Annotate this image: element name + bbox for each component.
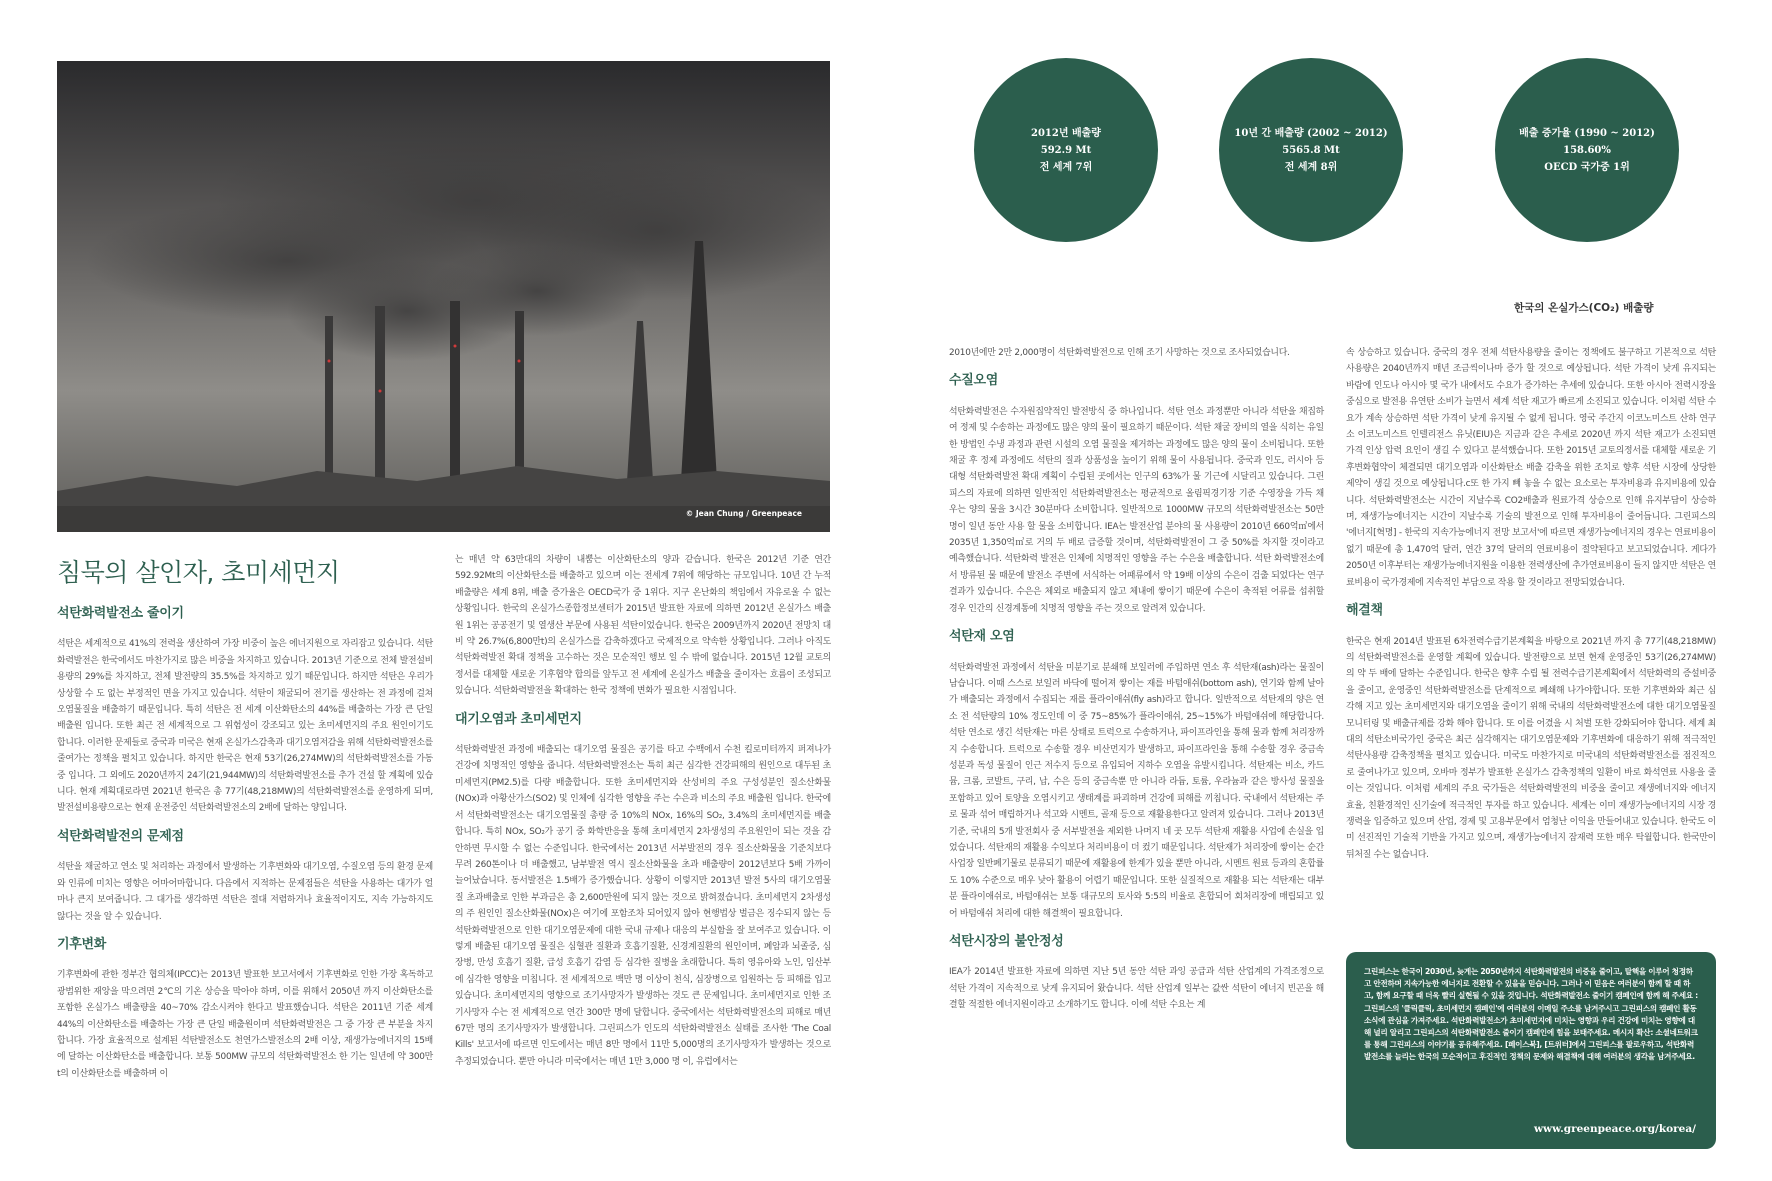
stat-circle-growth-rate <box>1495 58 1679 242</box>
stat-value: 158.60% <box>1563 144 1611 156</box>
heading-reduce-coal: 석탄화력발전소 줄이기 <box>57 606 184 621</box>
paragraph-deaths: 2010년에만 2만 2,000명이 석탄화력발전으로 인해 조기 사망하는 것으로 조사되었습니다. <box>949 348 1290 358</box>
heading-solution: 해결책 <box>1346 603 1383 619</box>
power-plant-photo <box>57 61 830 532</box>
stat-rank: 전 세계 7위 <box>1039 161 1093 173</box>
column-1 <box>57 594 433 1094</box>
greenpeace-callout-box <box>1346 952 1716 1149</box>
stat-value: 5565.8 Mt <box>1282 144 1340 156</box>
stat-label: 10년 간 배출량 (2002 ~ 2012) <box>1234 127 1388 139</box>
paragraph-air-pollution: 석탄화력발전 과정에 배출되는 대기오염 물질은 공기를 타고 수백에서 수천 킬로미터까지 퍼져나가 건강에 치명적인 영향을 줍니다. 석탄화력발전소는 특히 최근 심각한 건강피해의 원인으로 대두된 초미세먼지(PM2.5)를 다량 배출합니다. 또한 초미세먼지와 산성비의 주요 구성성분인 질소산화물(NOx)과 아황산가스(SO2) 및 인체에 심각한 영향을 주는 수은과 비소의 주요 배출원 입니다. 한국에서 석탄화력발전소는 대기오염물질 총량 중 10%의 NOx, 16%의 SO₂, 3.4%의 초미세먼지를 배출합니다. 특히 NOx, SO₂가 공기 중 화학반응을 통해 초미세먼지 2차생성의 주요원인이 되는 것을 감안하면 무시할 수 없는 수준입니다. 한국에서는 2013년 서부발전의 경우 질소산화물을 기준치보다 무려 260톤이나 더 배출했고, 남부발전 역시 질소산화물을 초과 배출량이 2012년보다 5배 가까이 늘어났습니다. 동서발전은 1.5배가 증가했습니다. 상황이 이렇지만 2013년 발전 5사의 대기오염물질 초과배출로 인한 부과금은 총 2,600만원에 되지 않는 것으로 밝혀졌습니다. 초미세먼지 2차생성의 주 원인인 질소산화물(NOx)은 여기에 포함조차 되어있지 않아 현행법상 벌금은 징수되지 않는 등 석탄화력발전으로 인한 대기오염문제에 대한 국내 규제나 대응의 부실함을 잘 보여주고 있습니다. 이렇게 배출된 대기오염 물질은 심혈관 질환과 호흡기질환, 신경계질환의 원인이며, 폐암과 뇌졸중, 심장병, 만성 호흡기 질환, 급성 호흡기 감염 등 심각한 질병을 초래합니다. 특히 영유아와 노인, 임산부에 심각한 영향을 미칩니다. 전 세계적으로 백만 명 이상이 천식, 심장병으로 입원하는 등 피해를 입고 있습니다. 초미세먼지의 영향으로 조기사망자가 발생하는 것도 큰 문제입니다. 초미세먼지로 인한 조기사망자 수는 전 세계적으로 연간 300만 명에 달합니다. 중국에서는 석탄화력발전소의 피해로 매년 67만 명의 조기사망자가 발생합니다. 그린피스가 인도의 석탄화력발전소 실태를 조사한 'The Coal Kills' 보고서에 따르면 인도에서는 매년 8만 명에서 11만 5,000명의 조기사망자가 발생하는 것으로 추정되었습니다. 뿐만 아니라 미국에서는 매년 1만 3,000 명 이, 유럽에서는 <box>455 745 831 1067</box>
column-3 <box>949 345 1324 1026</box>
callout-text: 그린피스는 한국이 2030년, 늦게는 2050년까지 석탄화력발전의 비중을 줄이고, 탈핵을 이루어 청정하고 안전하며 지속가능한 에너지로 전환할 수 있을을 믿습니다. 그러나 이 믿음은 여러분이 함께 할 때 하고, 함께 요구할 때 더욱 빨리 실현될 수 있을 것입니다. 석탄화력발전소 줄이기 캠페인에 함께 해 주세요 : 그린피스의 '클릭클릭, 초미세먼지 캠페인'에 여러분의 이메일 주소를 남겨주시고 그린피스의 캠페인 활동 소식에 관심을 가져주세요. 석탄화력발전소가 초미세먼지에 미치는 영향과 우리 건강에 미치는 영향에 대해 널리 알리고 그린피스의 석탄화력발전소 줄이기 캠페인에 힘을 보태주세요. 메시지 확산: 소셜네트워크를 통해 그린피스의 이야기를 공유해주세요. [페이스북], [트위터]에서 그린피스를 팔로우하고, 석탄화력발전소를 늘리는 한국의 모순적이고 후진적인 정책의 문제와 해결책에 대해 여러분의 생각을 남겨주세요. <box>1364 967 1698 1062</box>
power-plant-smoke-illustration <box>57 61 830 532</box>
stat-rank: 전 세계 8위 <box>1284 161 1338 173</box>
greenpeace-url-link[interactable]: www.greenpeace.org/korea/ <box>1534 1123 1696 1135</box>
photo-credit: © Jean Chung / Greenpeace <box>685 509 802 518</box>
paragraph-coal-market: IEA가 2014년 발표한 자료에 의하면 지난 5년 동안 석탄 과잉 공급과 석탄 산업계의 가격조정으로 석탄 가격이 지속적으로 낮게 유지되어 왔습니다. 석탄 산업계 일부는 값싼 석탄이 에너지 빈곤을 해결할 적절한 에너지원이라고 소개하기도 합니다. 이에 석탄 수요는 계 <box>949 967 1324 1011</box>
paragraph-water-pollution: 석탄화력발전은 수자원집약적인 발전방식 중 하나입니다. 석탄 연소 과정뿐만 아니라 석탄을 채집하여 정제 및 수송하는 과정에도 많은 양의 물이 필요하기 때문이다. 석탄 채굴 장비의 열을 식히는 유일한 방법인 수냉 과정과 관련 시설의 오염 물질을 제거하는 과정에도 많은 양의 물이 소비됩니다. 또한 채굴 후 정제 과정에도 석탄의 질과 상품성을 높이기 위해 물이 사용됩니다. 중국과 인도, 러시아 등 대형 석탄화력발전 확대 계획이 수립된 곳에서는 인구의 63%가 물 기근에 시달리고 있습니다. 그린피스의 자료에 의하면 일반적인 석탄화력발전소는 평균적으로 올림픽경기장 기준 수영장을 가득 채우는 양의 물을 3시간 30분마다 소비합니다. 일반적으로 1000MW 규모의 석탄화력발전소는 50만 명이 일년 동안 사용 할 물을 소비합니다. IEA는 발전산업 분야의 물 사용량이 2010년 660억㎥에서 2035년 1,350억㎥로 거의 두 배로 급증할 것이며, 석탄화력발전이 그 중 50%를 차지할 것이라고 예측했습니다. 석탄화력 발전은 인체에 치명적인 영향을 주는 수은을 배출합니다. 석탄 화력발전소에서 방류된 물 때문에 발전소 주변에 서식하는 어패류에서 약 19배 이상의 수은이 검출 되었다는 연구결과가 있습니다. 수은은 체외로 배출되지 않고 체내에 쌓이기 때문에 수은이 축적된 어류를 섭취할 경우 인간의 신경계통에 치명적 영향을 주는 것으로 알려져 있습니다. <box>949 406 1324 614</box>
stat-circle-2012-emissions <box>974 58 1158 242</box>
heading-coal-problems: 석탄화력발전의 문제점 <box>57 828 184 844</box>
stat-label: 배출 증가율 (1990 ~ 2012) <box>1519 127 1655 139</box>
column-2 <box>455 552 831 1082</box>
page-title: 침묵의 살인자, 초미세먼지 <box>57 558 340 587</box>
heading-air-pollution: 대기오염과 초미세먼지 <box>455 711 582 727</box>
paragraph-coal-problems: 석탄을 채굴하고 연소 및 처리하는 과정에서 발생하는 기후변화와 대기오염, 수질오염 등의 환경 문제와 인류에 미치는 영향은 어마어마합니다. 다음에서 지적하는 문제점들은 석탄을 사용하는 대가가 얼마나 큰지 보여줍니다. 그 대가를 생각하면 석탄은 절대 저렴하거나 효율적이지도, 지속 가능하지도 않다는 것을 알 수 있습니다. <box>57 862 433 922</box>
heading-coal-market: 석탄시장의 불안정성 <box>949 934 1064 949</box>
heading-climate-change: 기후변화 <box>57 936 107 952</box>
paragraph-solution: 한국은 현재 2014년 발표된 6차전력수급기본계획을 바탕으로 2021년 까지 총 77기(48,218MW)의 석탄화력발전소를 운영할 계획에 있습니다. 발전량으로 보면 현재 운영중인 53기(26,274MW)의 약 두 배에 달하는 수준입니다. 한국은 향후 수립 될 전력수급기본계획에서 석탄화력의 증설비중을 줄이고, 운영중인 석탄화력발전소를 단계적으로 폐쇄해 나가야합니다. 또한 기후변화와 최근 심각해 지고 있는 초미세먼지와 대기오염을 줄이기 위해 국내의 석탄화력발전소에 대한 대기오염물질 모니터링 및 배출규제를 강화 해야 합니다. 또 이를 어겼을 시 처벌 또한 강화되어야 합니다. 세계 최대의 석탄소비국가인 중국은 최근 심각해지는 대기오염문제와 기후변화에 대응하기 위해 적극적인 석탄사용량 감축정책을 펼치고 있습니다. 미국도 마찬가지로 미국내의 석탄화력발전소를 점진적으로 줄여나가고 있으며, 오바마 정부가 발표한 온실가스 감축정책의 일환이 바로 화석연료 사용을 줄이는 것입니다. 이처럼 세계의 주요 국가들은 석탄화력발전의 비중을 줄이고 재생에너지와 에너지 효율, 친환경적인 신기술에 적극적인 투자를 하고 있습니다. 세계는 이미 재생가능에너지의 시장 경쟁력을 입증하고 있으며 산업, 경제 및 고용부문에서 엄청난 이익을 만들어내고 있습니다. 한국도 이미 선진적인 기술적 기반을 가지고 있으며, 재생가능에너지 잠재력 또한 매우 탁월합니다. 한국만이 뒤처질 수는 없습니다. <box>1346 636 1716 860</box>
stat-circle-10yr-emissions <box>1219 58 1403 242</box>
stat-label: 2012년 배출량 <box>1031 127 1101 139</box>
stat-rank: OECD 국가중 1위 <box>1544 161 1630 173</box>
paragraph-market-continued: 속 상승하고 있습니다. 중국의 경우 전체 석탄사용량을 줄이는 정책에도 불구하고 기본적으로 석탄 사용량은 2040년까지 매년 조금씩이나마 증가 할 것으로 예상됩니다. 석탄 가격이 낮게 유지되는 바람에 인도나 아시아 몇 국가 내에서도 수요가 증가하는 추세에 있습니다. 또한 아시아 전력시장을 중심으로 발전용 유연탄 소비가 늘면서 세계 석탄 재고가 빠르게 소진되고 있습니다. 이처럼 석탄 수요가 계속 상승하면 석탄 가격이 낮게 유지될 수 없게 됩니다. 영국 주간지 이코노미스트 산하 연구소 이코노미스트 인텔리전스 유닛(EIU)은 지금과 같은 추세로 2020년 까지 석탄 재고가 소진되면 가격 인상 압력 요인이 생길 수 있다고 분석했습니다. 또한 2015년 교토의정서를 대체할 새로운 기후변화협약이 체결되면 대기오염과 이산화탄소 배출 감축을 위한 조치로 향후 석탄 시장에 상당한 제약이 생길 것으로 예상됩니다.c또 한 가지 빼 놓을 수 없는 요소로는 투자비용과 유지비용에 있습니다. 석탄화력발전소는 시간이 지날수록 CO2배출과 원료가격 상승으로 인해 유지부담이 상승하며, 재생가능에너지는 시간이 지날수록 기술의 발전으로 인해 투자비용이 줄어듭니다. 그린피스의 '에너지[혁명] - 한국의 지속가능에너지 전망 보고서'에 따르면 재생가능에너지의 경우는 연료비용이 없기 때문에 총 1,470억 달러, 연간 37억 달러의 연료비용이 절약된다고 보고되었습니다. 게다가 2050년 이후부터는 재생가능에너지원을 이용한 전력생산에 추가연료비용이 들지 않지만 석탄은 연료비용이 국가경제에 지속적인 부담으로 작용 할 것이라고 전망되었습니다. <box>1346 348 1716 588</box>
paragraph-climate-change: 기후변화에 관한 정부간 협의체(IPCC)는 2013년 발표한 보고서에서 기후변화로 인한 가장 혹독하고 광범위한 재앙을 막으려면 2℃의 기온 상승을 막아야 하며, 이를 위해서 2050년 까지 이산화탄소를 포함한 온실가스 배출량을 40~70% 감소시켜야 한다고 발표했습니다. 석탄은 2011년 기준 세계 44%의 이산화탄소를 배출하는 가장 큰 단일 배출원이며 석탄화력발전은 그 중 가장 큰 부분을 차지합니다. 가장 효율적으로 설계된 석탄발전소도 천연가스발전소의 2배 이상, 재생가능에너지의 15배에 달하는 이산화탄소를 배출합니다. 보통 500MW 규모의 석탄화력발전소 한 기는 일년에 약 300만t의 이산화탄소를 배출하며 이 <box>57 970 433 1079</box>
column-4 <box>1346 345 1716 875</box>
paragraph-coal-ash: 석탄화력발전 과정에서 석탄을 미분기로 분쇄해 보일러에 주입하면 연소 후 석탄재(ash)라는 물질이 남습니다. 이때 스스로 보일러 바닥에 떨어져 쌓이는 재를 바텀애쉬(bottom ash), 연기와 함께 날아가 배출되는 과정에서 수집되는 재를 플라이애쉬(fly ash)라고 합니다. 일반적으로 석탄재의 양은 연소 전 석탄량의 10% 정도인데 이 중 75~85%가 플라이애쉬, 25~15%가 바텀애쉬에 해당합니다. 석탄 연소로 생긴 석탄재는 마른 상태로 트럭으로 수송하거나, 파이프라인을 통해 물과 함께 처리장까지 수송합니다. 트럭으로 수송할 경우 비산먼지가 발생하고, 파이프라인을 통해 수송할 경우 중금속 성분과 독성 물질이 인근 저수지 등으로 유입되어 지하수 오염을 유발시킵니다. 석탄재는 비소, 카드뮴, 크롬, 코발트, 구리, 납, 수은 등의 중금속뿐 만 아니라 라듐, 토륨, 우라늄과 같은 방사성 물질을 포함하고 있어 토양을 오염시키고 생태계를 파괴하며 건강에 피해를 끼칩니다. 국내에서 석탄재는 주로 물과 섞어 매립하거나 석고와 시멘트, 골재 등으로 재활용한다고 알려져 있습니다. 그러나 2013년 기준, 국내의 5개 발전회사 중 서부발전을 제외한 나머지 네 곳 모두 석탄재 재활용 사업에 손실을 입었습니다. 석탄재의 재활용 수익보다 처리비용이 더 컸기 때문입니다. 석탄재가 처리장에 쌓이는 순간 사업장 일반폐기물로 분류되기 때문에 재활용에 한계가 있을 뿐만 아니라, 시멘트 원료 등과의 혼합률도 10% 수준으로 매우 낮아 활용이 어렵기 때문입니다. 또한 실질적으로 재활용 되는 석탄재는 대부분 플라이애쉬로, 바텀애쉬는 보통 대규모의 토사와 5:5의 비율로 혼합되어 회처리장에 매립되고 있어 바텀애쉬 처리에 대한 해결책이 필요합니다. <box>949 662 1324 919</box>
paragraph-emissions-korea: 는 매년 약 63만대의 차량이 내뿜는 이산화탄소의 양과 같습니다. 한국은 2012년 기준 연간 592.92Mt의 이산화탄소를 배출하고 있으며 이는 전세계 7위에 해당하는 규모입니다. 10년 간 누적 배출량은 세계 8위, 배출 증가율은 OECD국가 중 1위다. 지구 온난화의 책임에서 자유로울 수 없는 상황입니다. 한국의 온실가스종합정보센터가 2015년 발표한 자료에 의하면 2012년 온실가스 배출원 1위는 공공전기 및 열생산 부문에 사용된 석탄이었습니다. 한국은 2009년까지 2020년 전망치 대비 약 26.7%(6,800만t)의 온실가스를 감축하겠다고 국제적으로 약속한 상황입니다. 그러나 아직도 석탄화력발전 확대 정책을 고수하는 것은 모순적인 행보 일 수 밖에 없습니다. 2015년 12월 교토의정서를 대체할 새로운 기후협약 합의를 앞두고 전 세계에 온실가스 배출을 줄이자는 흐름이 조성되고 있습니다. 석탄화력발전을 확대하는 한국 정책에 변화가 필요한 시점입니다. <box>455 555 831 697</box>
stat-value: 592.9 Mt <box>1040 144 1092 156</box>
heading-coal-ash: 석탄재 오염 <box>949 629 1015 645</box>
heading-water-pollution: 수질오염 <box>949 373 999 389</box>
circle-caption: 한국의 온실가스(CO₂) 배출량 <box>1514 302 1654 314</box>
paragraph-reduce-coal: 석탄은 세계적으로 41%의 전력을 생산하여 가장 비중이 높은 에너지원으로 자리잡고 있습니다. 석탄화력발전은 한국에서도 마찬가지로 많은 비중을 차지하고 있습니다. 2013년 기준으로 전체 발전설비용량의 29%를 차지하고, 전체 발전량의 35.5%를 차지하고 있기 때문입니다. 하지만 석탄은 우리가 상상할 수 도 없는 부정적인 면을 가지고 있습니다. 석탄이 채굴되어 전기를 생산하는 전 과정에 걸쳐 오염물질을 배출하기 때문입니다. 특히 석탄은 전 세계 이산화탄소의 44%를 배출하는 가장 큰 단일배출원 입니다. 또한 최근 전 세계적으로 그 위험성이 강조되고 있는 초미세먼지의 주요 원인이기도 합니다. 이러한 문제들로 중국과 미국은 현재 온실가스감축과 대기오염저감을 위해 석탄화력발전소를 줄여가는 정책을 펼치고 있습니다. 하지만 한국은 현재 53기(26,274MW)의 석탄화력발전소를 가동 중 입니다. 그 외에도 2020년까지 24기(21,944MW)의 석탄화력발전소를 추가 건설 할 계획에 있습니다. 현재 계획대로라면 2021년 한국은 총 77기(48,218MW)의 석탄화력발전소를 운영하게 되며, 발전설비용량으로는 현재 운전중인 석탄화력발전소의 2배에 달하는 양입니다. <box>57 639 433 814</box>
